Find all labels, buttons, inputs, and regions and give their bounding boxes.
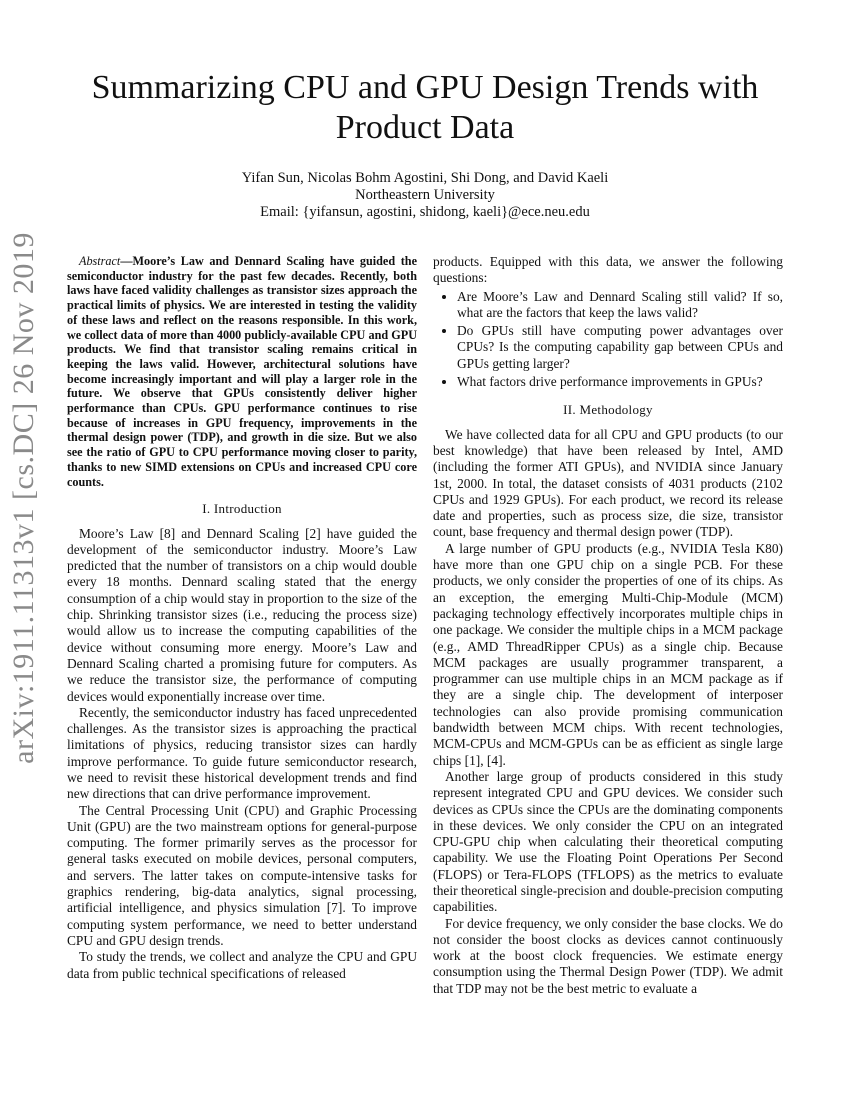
title-line-2: Product Data (335, 109, 515, 146)
arxiv-stamp (4, 232, 44, 764)
author-affiliation: Northeastern University (355, 187, 495, 203)
intro-paragraph-1: Moore’s Law [8] and Dennard Scaling [2] have guided the development of the semiconductor industry. Moore’s Law predicted that the number of transistors on a chip would double every 18 months. Dennard scaling stated that the energy consumption of a chip would stay in proportion to the size of the chip. Shrinking transistor sizes (i.e., reducing the process size) would allow us to increase the computing capabilities of the device without consuming more energy. Moore’s Law and Dennard Scaling charted a promising future for computers. As we reduce the transistor size, the performance of computing devices would exponentially increase over time. (67, 525, 417, 704)
method-paragraph-3: Another large group of products considered in this study represent integrated CPU and GPU devices. We consider such devices as CPUs since the CPUs are the dominating components in these devices. We only consider the CPU on an integrated CPU-GPU chip when calculating their theoretical computing capability. We use the Floating Point Operations Per Second (FLOPS) or Tera-FLOPS (TFLOPS) as the metrics to evaluate their theoretical single-precision and double-precision computing capabilities. (433, 768, 783, 915)
intro-paragraph-3: The Central Processing Unit (CPU) and Graphic Processing Unit (GPU) are the two mainstream options for general-purpose computing. The former primarily serves as the processor for general tasks executed on mobile devices, personal computers, and servers. The latter takes on compute-intensive tasks for graphics rendering, big-data analytics, signal processing, artificial intelligence, and physics simulation [7]. To improve computing system performance, we need to better understand CPU and GPU design trends. (67, 802, 417, 948)
abstract-body: Moore’s Law and Dennard Scaling have guided the semiconductor industry for the past few decades. Recently, both laws have faced validity challenges as transistor sizes approach the practical limits of physics. We are interested in testing the validity of these laws and reflect on the reasons responsible. In this work, we collect data of more than 4000 publicly-available CPU and GPU products. We find that transistor scaling remains critical in keeping the laws valid. However, architectural solutions have become increasingly important and will play a larger role in the future. We observe that GPUs consistently deliver higher performance than CPUs. GPU performance continues to rise because of increases in GPU frequency, improvements in the thermal design power (TDP), and growth in die size. But we also see the ratio of GPU to CPU performance moving closer to parity, thanks to new SIMD extensions on CPUs and increased CPU core counts. (67, 254, 417, 489)
question-item: • Are Moore’s Law and Dennard Scaling still valid? If so, what are the factors that keep the laws valid? (457, 289, 783, 322)
method-paragraph-2: A large number of GPU products (e.g., NVIDIA Tesla K80) have more than one GPU chip on a single PCB. For these products, we only consider the properties of one of its chips. As an exception, the emerging Multi-Chip-Module (MCM) packaging technology effectively incorporates multiple chips in one package. We consider the multiple chips in a MCM package (e.g., AMD ThreadRipper CPUs) as a single chip. Because MCM packages are usually programmer transparent, a programmer can use multiple chips in an MCM package as if they are a single chip. The development of interposer technologies can also provide promising communication bandwidth between MCM chips. With recent technologies, MCM-CPUs and MCM-GPUs can be as efficient as single large chips [1], [4]. (433, 540, 783, 768)
title-line-1: Summarizing CPU and GPU Design Trends with (91, 69, 759, 106)
abstract-lead: Abstract (79, 254, 121, 268)
paper-title (60, 68, 790, 148)
method-paragraph-4: For device frequency, we only consider the base clocks. We do not consider the boost clocks as devices cannot continuously work at the boost clock frequencies. We estimate energy consumption using the Thermal Design Power (TDP). We admit that TDP may not be the best metric to evaluate a (433, 915, 783, 996)
abstract-dash: — (120, 254, 133, 268)
author-block (60, 170, 790, 221)
intro-paragraph-continued: products. Equipped with this data, we answer the following questions: (433, 254, 783, 286)
author-email: Email: {yifansun, agostini, shidong, kaeli}@ece.neu.edu (260, 204, 590, 220)
method-paragraph-1: We have collected data for all CPU and GPU products (to our best knowledge) that have been released by Intel, AMD (including the former ATI GPUs), and NVIDIA since January 1st, 2000. In total, the dataset consists of 4031 products (2102 CPUs and 1929 GPUs). For each product, we record its release date and properties, such as process size, die size, transistor count, base frequency and thermal design power (TDP). (433, 426, 783, 540)
arxiv-stamp-text: arXiv:1911.11313v1 [cs.DC] 26 Nov 2019 (7, 232, 41, 764)
question-item: • What factors drive performance improvements in GPUs? (457, 374, 783, 390)
author-names: Yifan Sun, Nicolas Bohm Agostini, Shi Dong, and David Kaeli (241, 170, 609, 186)
question-item: • Do GPUs still have computing power advantages over CPUs? Is the computing capability gap between CPUs and GPUs getting larger? (457, 323, 783, 372)
question-list (433, 289, 783, 391)
left-column (67, 254, 417, 982)
intro-paragraph-4: To study the trends, we collect and analyze the CPU and GPU data from public technical specifications of released (67, 949, 417, 981)
abstract (67, 254, 417, 489)
section-heading-introduction: I. Introduction (202, 501, 282, 517)
right-column (433, 254, 783, 997)
intro-paragraph-2: Recently, the semiconductor industry has faced unprecedented challenges. As the transistor sizes is approaching the practical limitations of physics, reducing transistor sizes can hardly improve performance. To guide future semiconductor research, we need to revisit these historical development trends and find new directions that can drive performance improvement. (67, 704, 417, 802)
section-heading-methodology: II. Methodology (563, 402, 653, 418)
